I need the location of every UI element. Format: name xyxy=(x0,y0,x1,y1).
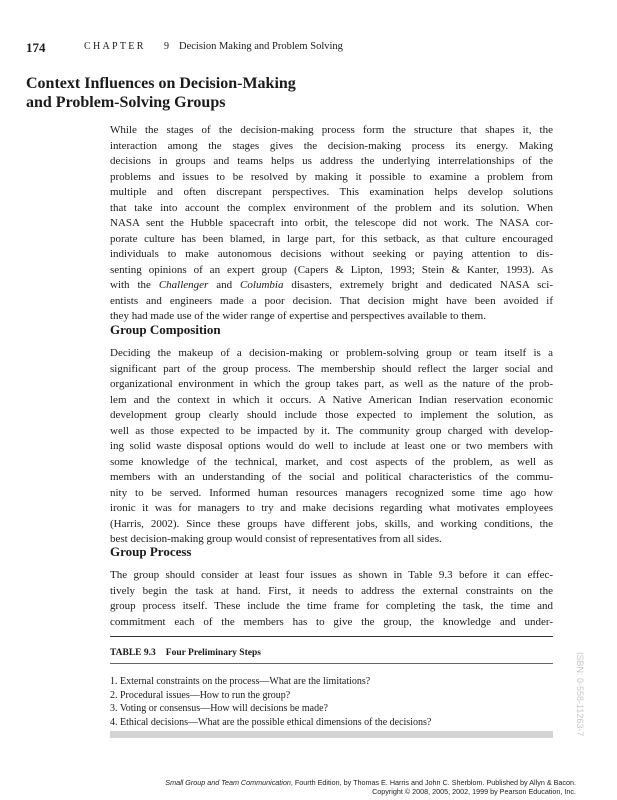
section-title-line-1: Context Influences on Decision-Making xyxy=(26,75,296,92)
text-line: multiple and often discrepant perspectives. This examination helps develop solutions xyxy=(110,186,553,198)
text-line: ironic it was for managers to try and make decisions regarding what motivates employees xyxy=(110,502,553,514)
text-line: interaction among the stages gives the decision-making process its energy. Making xyxy=(110,139,553,152)
process-paragraph xyxy=(110,568,553,630)
list-item: 1. External constraints on the process—What are the limitations? xyxy=(110,676,371,687)
text-line: Deciding the makeup of a decision-making or problem-solving group or team itself is a xyxy=(110,347,553,359)
table-steps-list xyxy=(110,675,553,729)
text-line: While the stages of the decision-making process form the structure that shapes it, the xyxy=(110,124,553,136)
table-caption xyxy=(110,648,261,658)
intro-paragraph xyxy=(110,123,553,325)
text-line: nity to be served. Informed human resources managers recognized some time ago how xyxy=(110,486,553,499)
chapter-label: CHAPTER xyxy=(84,41,146,52)
text-line: individuals to make autonomous decisions without seeking or paying attention to dis- xyxy=(110,248,553,260)
group-process-heading: Group Process xyxy=(110,544,192,559)
chapter-number: 9 xyxy=(164,41,169,52)
list-item: 3. Voting or consensus—How will decisions be made? xyxy=(110,703,328,714)
running-head xyxy=(26,40,586,58)
text-line: ing solid waste disposal options would do well to include at least one or two members with xyxy=(110,440,553,452)
text-line: members with an understanding of the social and political characteristics of the commu- xyxy=(110,471,553,483)
text-line: senting opinions of an expert group (Capers & Lipton, 1993; Stein & Kanter, 1993). As xyxy=(110,263,553,276)
table-number: TABLE 9.3 xyxy=(110,648,156,658)
section-title xyxy=(26,74,586,112)
section-title-line-2: and Problem-Solving Groups xyxy=(26,94,226,111)
text-line: (Harris, 2002). Since these groups have different jobs, skills, and working conditions, the xyxy=(110,517,553,530)
text-line: entists and engineers made a poor decision. That decision might have been avoided if xyxy=(110,294,553,307)
text-line: lem and the context in which it occurs. A Native American Indian reservation economic xyxy=(110,393,553,406)
text-line: NASA sent the Hubble spacecraft into orbit, the telescope did not work. The NASA cor- xyxy=(110,217,553,229)
columbia-italic: Columbia xyxy=(240,279,284,291)
text-run: with the xyxy=(110,279,159,291)
text-line xyxy=(110,278,553,294)
footer-line-1-text: , Fourth Edition, by Thomas E. Harris and John C. Sherblom. Published by Allyn & Bacon. xyxy=(290,778,576,787)
text-line: well as those expected to be impacted by it. The community group charged with develop- xyxy=(110,424,553,437)
isbn-side-text: ISBN: 0-558-11263-7 xyxy=(575,652,585,737)
list-item: 2. Procedural issues—How to run the group? xyxy=(110,689,291,701)
text-line: The group should consider at least four issues as shown in Table 9.3 before it can effec- xyxy=(110,569,553,581)
footer-line-2: Copyright © 2008, 2005, 2002, 1999 by Pearson Education, Inc. xyxy=(372,787,576,796)
table-header-rule xyxy=(110,663,553,664)
page-number: 174 xyxy=(26,40,46,55)
text-line: some knowledge of the technical, market, and cost aspects of the problem, as well as xyxy=(110,455,553,468)
text-line: tively begin the task at hand. First, it needs to address the external constraints on the xyxy=(110,584,553,597)
text-run: disasters, extremely bright and dedicated NASA sci- xyxy=(283,279,553,291)
composition-paragraph xyxy=(110,346,553,548)
text-line: best decision-making group would consist of representatives from all sides. xyxy=(110,533,442,545)
table-bottom-bar xyxy=(110,731,553,738)
list-item: 4. Ethical decisions—What are the possible ethical dimensions of the decisions? xyxy=(110,716,432,728)
text-line: significant part of the group process. The membership should reflect the larger social and xyxy=(110,362,553,375)
chapter-title: Decision Making and Problem Solving xyxy=(179,41,343,52)
text-line: organizational environment in which the group takes part, as well as the nature of the prob- xyxy=(110,378,553,390)
table-title: Four Preliminary Steps xyxy=(165,648,261,658)
text-line: that take into account the complex environment of the problem and its solution. When xyxy=(110,201,553,214)
copyright-footer xyxy=(165,778,576,796)
group-composition-heading: Group Composition xyxy=(110,322,221,337)
text-run: and xyxy=(208,279,241,291)
text-line: they had made use of the wider range of expertise and perspectives available to them. xyxy=(110,310,486,322)
book-title: Small Group and Team Communication xyxy=(165,778,291,787)
text-line: group process itself. These include the time frame for completing the task, the time and xyxy=(110,600,553,612)
footer-line-1 xyxy=(165,778,576,787)
text-line: porate culture has been blamed, in large part, for this setback, as that culture encouraged xyxy=(110,232,553,245)
table-top-rule xyxy=(110,636,553,637)
text-line: development group clearly should include those expected to implement the solution, as xyxy=(110,409,553,421)
text-line: commitment each of the members has to give the group, the knowledge and under- xyxy=(110,615,553,628)
text-line: problems and issues to be resolved by making it possible to examine a problem from xyxy=(110,170,553,183)
challenger-italic: Challenger xyxy=(158,279,209,291)
text-line: decisions in groups and teams helps us address the underlying interrelationships of the xyxy=(110,155,553,167)
